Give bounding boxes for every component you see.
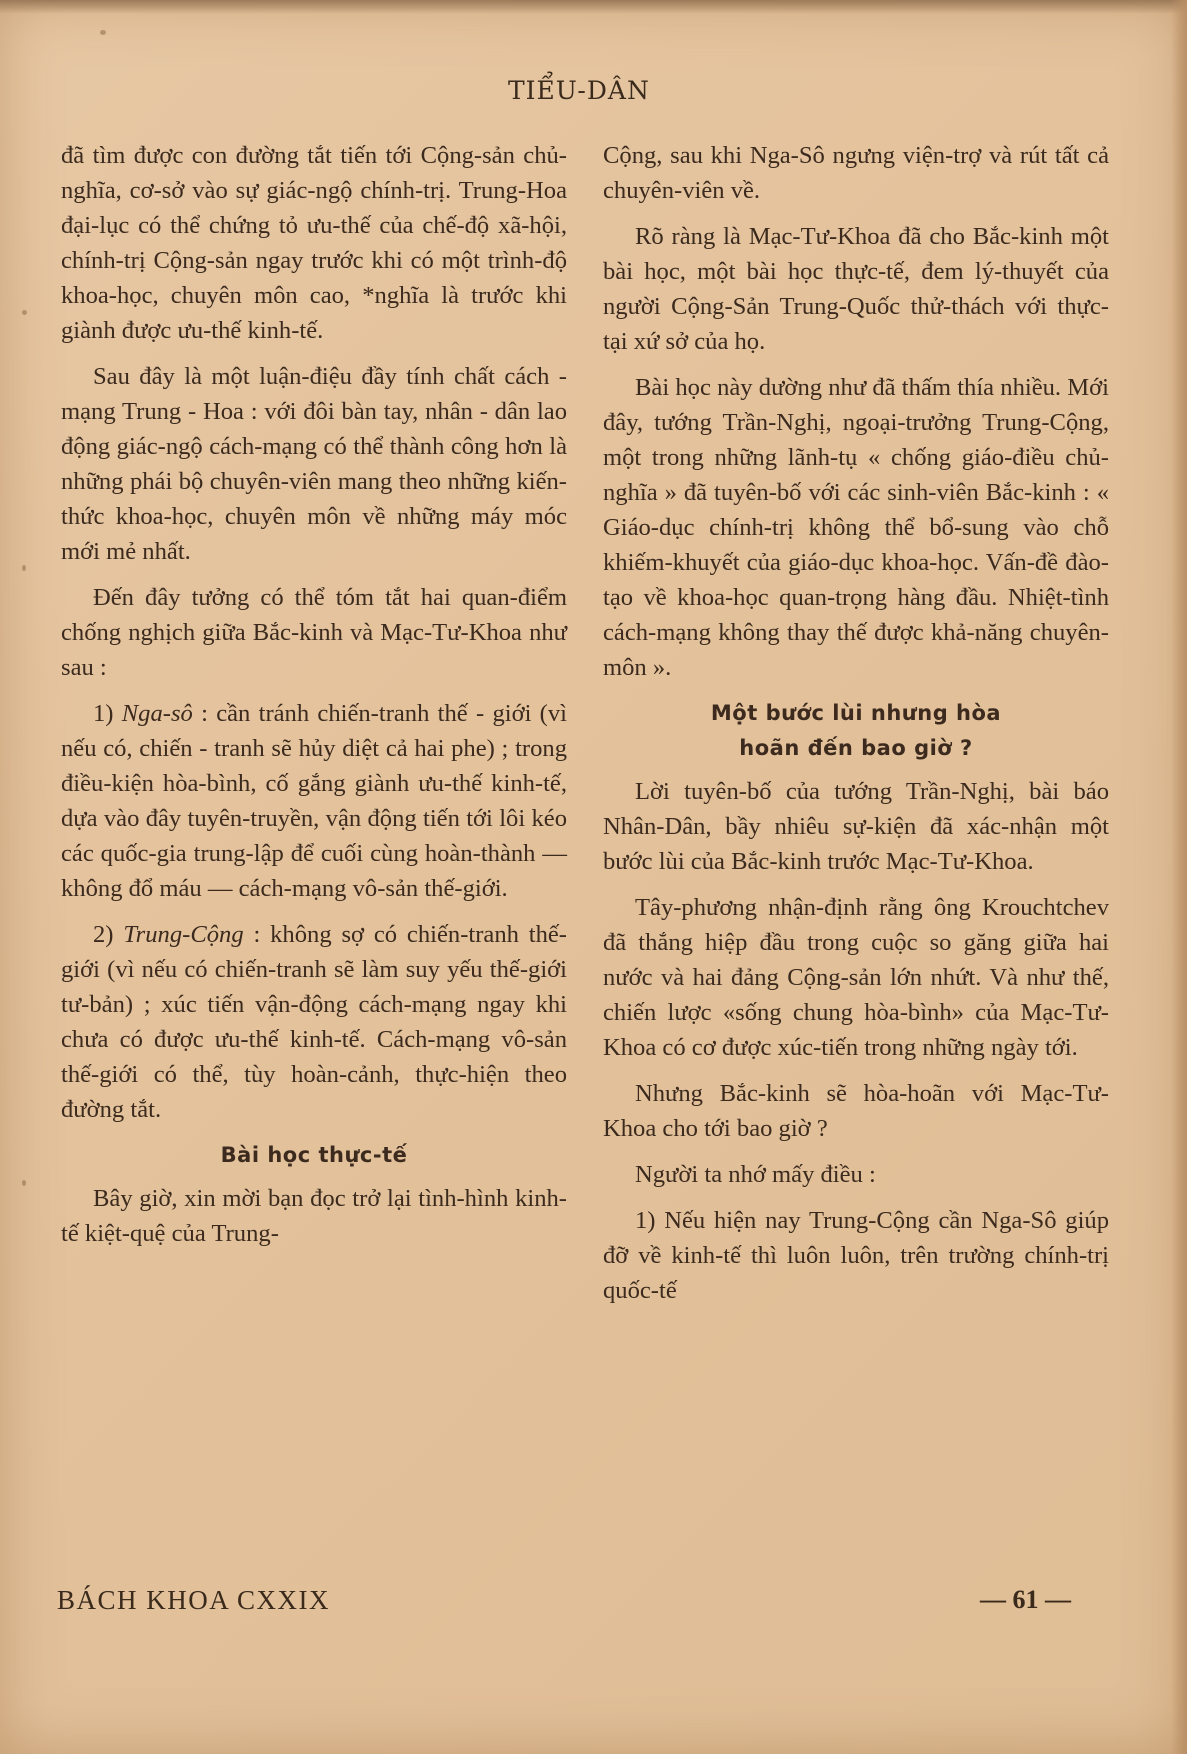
item-term: Nga-sô (121, 700, 193, 727)
page-edge-right (1171, 0, 1187, 1754)
ink-speck (22, 1180, 26, 1186)
left-column (61, 138, 567, 1262)
paragraph: Đến đây tưởng có thể tóm tắt hai quan-điểm chống nghịch giữa Bắc-kinh và Mạc-Tư-Khoa như sau : (61, 584, 567, 681)
item-number: 2) (93, 921, 114, 948)
list-item-2 (61, 917, 567, 1127)
paragraph: Bài học này dường như đã thấm thía nhiều. Mới đây, tướng Trần-Nghị, ngoại-trưởng Trung-Cộng, một trong những lãnh-tụ « chống giáo-điều chủ-nghĩa » đã tuyên-bố với các sinh-viên Bắc-kinh : « Giáo-dục chính-trị không thể bổ-sung vào chỗ khiếm-khuyết của giáo-dục khoa-học. Vấn-đề đào-tạo về khoa-học quan-trọng hàng đầu. Nhiệt-tình cách-mạng không thay thế được khả-năng chuyên-môn ». (603, 374, 1109, 681)
paragraph: Sau đây là một luận-điệu đầy tính chất cách - mạng Trung - Hoa : với đôi bàn tay, nhân - dân lao động giác-ngộ cách-mạng có thể thành công hơn là những phái bộ chuyên-viên mang theo những kiến-thức khoa-học, chuyên môn về những máy móc mới mẻ nhất. (61, 363, 567, 565)
ink-speck (22, 565, 26, 571)
item-text: : không sợ có chiến-tranh thế-giới (vì nếu có chiến-tranh sẽ làm suy yếu thế-giới tư-bản) ; xúc tiến vận-động cách-mạng ngay khi chưa có được ưu-thế kinh-tế. Cách-mạng vô-sản thế-giới có thể, tùy hoàn-cảnh, thực-hiện theo đường tắt. (61, 921, 567, 1123)
item-text: : cần tránh chiến-tranh thế - giới (vì nếu có, chiến - tranh sẽ hủy diệt cả hai phe) ; trong điều-kiện hòa-bình, cố gắng giành ưu-thế kinh-tế, dựa vào đây tuyên-truyền, vận động tiến tới lôi kéo các quốc-gia trung-lập để cuối cùng hoàn-thành — không đổ máu — cách-mạng vô-sản thế-giới. (61, 700, 568, 902)
paragraph: Rõ ràng là Mạc-Tư-Khoa đã cho Bắc-kinh một bài học, một bài học thực-tế, đem lý-thuyết của người Cộng-Sản Trung-Quốc thử-thách với thực-tại xứ sở của họ. (603, 223, 1109, 355)
item-term: Trung-Cộng (123, 921, 244, 948)
paragraph: Nhưng Bắc-kinh sẽ hòa-hoãn với Mạc-Tư-Khoa cho tới bao giờ ? (603, 1080, 1109, 1142)
paragraph: Cộng, sau khi Nga-Sô ngưng viện-trợ và rút tất cả chuyên-viên về. (603, 142, 1109, 204)
section-heading (603, 696, 1109, 766)
section-heading: Bài học thực-tế (220, 1143, 408, 1167)
ink-speck (100, 30, 106, 35)
page-number: — 61 — (980, 1585, 1071, 1614)
right-column (603, 138, 1109, 1319)
section-heading-line1: Một bước lùi nhưng hòa (710, 701, 1002, 725)
paragraph: Người ta nhớ mấy điều : (635, 1161, 876, 1188)
paragraph: đã tìm được con đường tắt tiến tới Cộng-sản chủ-nghĩa, cơ-sở vào sự giác-ngộ chính-trị. Trung-Hoa đại-lục có thể chứng tỏ ưu-thế của chế-độ xã-hội, chính-trị Cộng-sản ngay trước khi có một trình-độ khoa-học, chuyên môn cao, *nghĩa là trước khi giành được ưu-thế kinh-tế. (61, 142, 567, 344)
page-edge-top (0, 0, 1187, 14)
paragraph: 1) Nếu hiện nay Trung-Cộng cần Nga-Sô giúp đỡ về kinh-tế thì luôn luôn, trên trường chính-trị quốc-tế (603, 1207, 1109, 1304)
paragraph: Bây giờ, xin mời bạn đọc trở lại tình-hình kinh-tế kiệt-quệ của Trung- (61, 1185, 567, 1247)
list-item-1 (61, 696, 567, 906)
paragraph: Lời tuyên-bố của tướng Trần-Nghị, bài báo Nhân-Dân, bầy nhiêu sự-kiện đã xác-nhận một bước lùi của Bắc-kinh trước Mạc-Tư-Khoa. (603, 778, 1109, 875)
running-title: TIỂU-DÂN (508, 76, 650, 105)
ink-speck (22, 310, 27, 315)
publication-footer: BÁCH KHOA CXXIX (57, 1585, 331, 1615)
section-heading-line2: hoãn đến bao giờ ? (739, 736, 973, 760)
paragraph: Tây-phương nhận-định rằng ông Krouchtchev đã thắng hiệp đầu trong cuộc so găng giữa hai nước và hai đảng Cộng-sản lớn nhứt. Và như thế, chiến lược «sống chung hòa-bình» của Mạc-Tư-Khoa có cơ được xúc-tiến trong những ngày tới. (603, 894, 1109, 1061)
item-number: 1) (93, 700, 114, 727)
